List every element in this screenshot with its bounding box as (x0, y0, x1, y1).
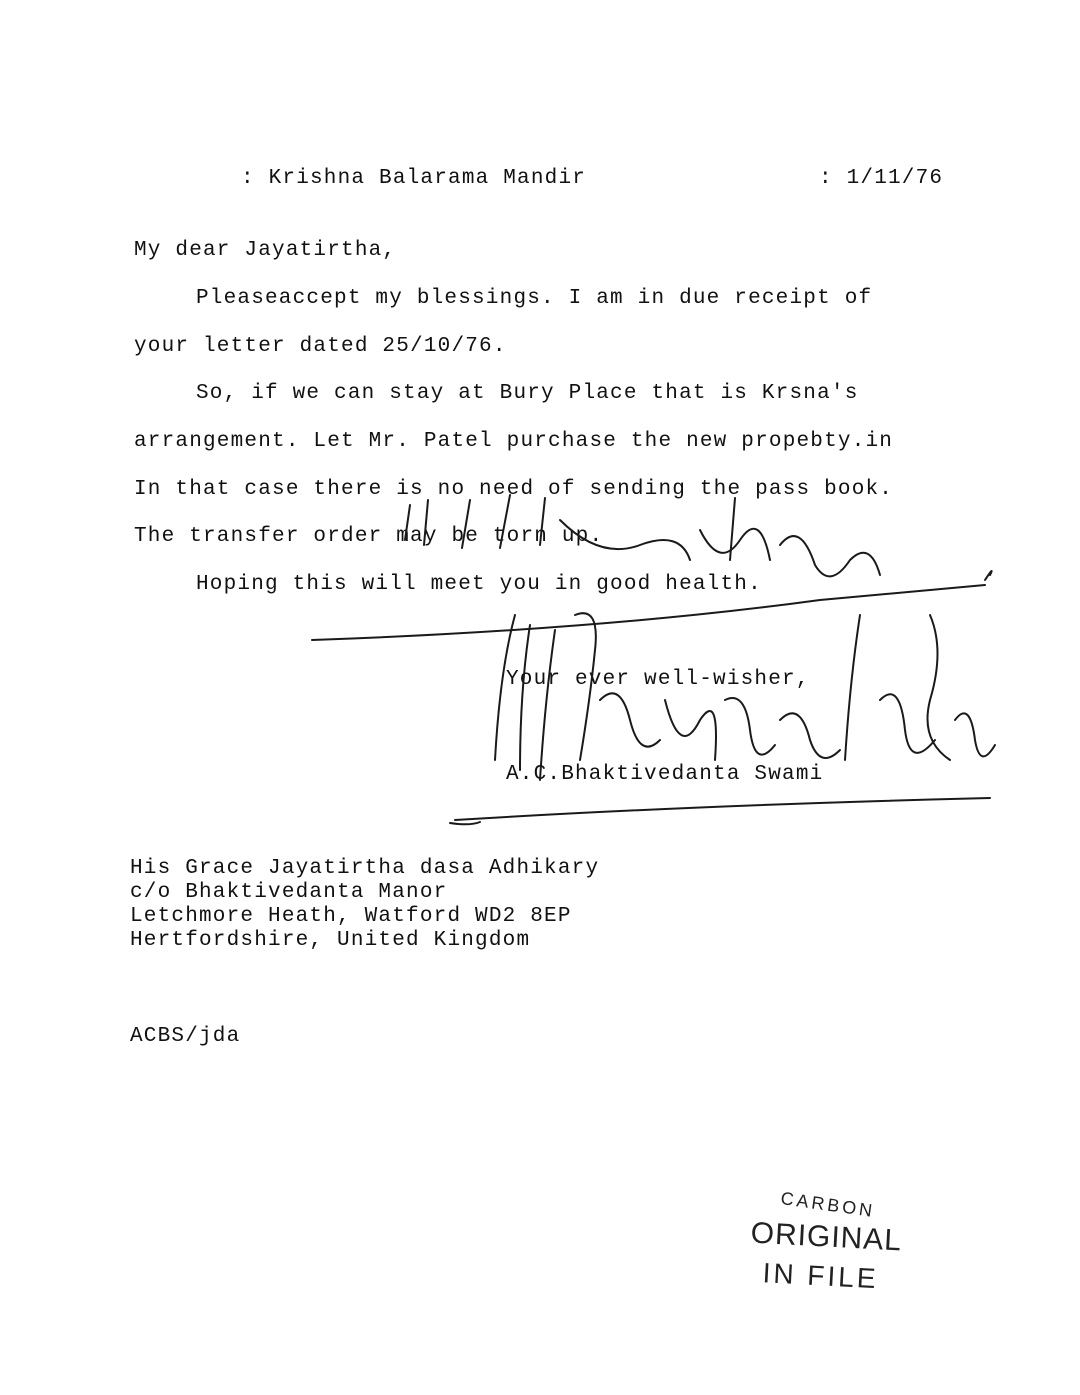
address-line: c/o Bhaktivedanta Manor (130, 881, 448, 904)
stamp-line-original: ORIGINAL (749, 1216, 903, 1258)
salutation: My dear Jayatirtha, (134, 239, 397, 262)
body-line: Hoping this will meet you in good health. (196, 573, 762, 596)
date-line: : 1/11/76 (819, 167, 944, 190)
address-line: Hertfordshire, United Kingdom (130, 929, 531, 952)
stamp-line-in-file: IN FILE (761, 1257, 880, 1295)
stamp-line-carbon: CARBON (779, 1188, 877, 1222)
place-line: : Krishna Balarama Mandir (241, 167, 587, 190)
signature-name: A.C.Bhaktivedanta Swami (506, 763, 824, 786)
reference-initials: ACBS/jda (130, 1025, 241, 1048)
closing: Your ever well-wisher, (506, 668, 810, 691)
address-line: Letchmore Heath, Watford WD2 8EP (130, 905, 572, 928)
carbon-original-stamp (737, 1190, 932, 1310)
address-line: His Grace Jayatirtha dasa Adhikary (130, 857, 600, 880)
body-line: The transfer order may be torn up. (134, 525, 604, 548)
body-line: Pleaseaccept my blessings. I am in due receipt of (196, 287, 873, 310)
body-line: So, if we can stay at Bury Place that is Krsna's (196, 382, 859, 405)
body-line: your letter dated 25/10/76. (134, 335, 507, 358)
body-line: In that case there is no need of sending the pass book. (134, 478, 894, 501)
body-line: arrangement. Let Mr. Patel purchase the new propebty.in (134, 430, 894, 453)
